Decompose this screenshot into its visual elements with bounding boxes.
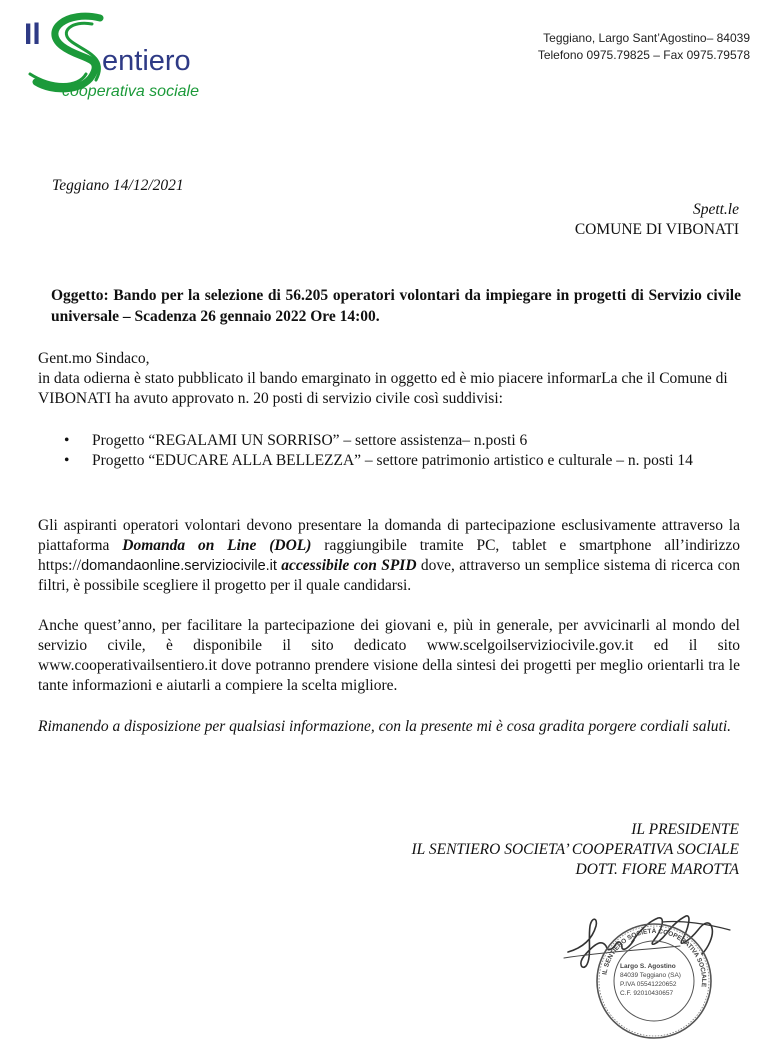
dol-paragraph (38, 516, 740, 596)
project-text: Progetto “EDUCARE ALLA BELLEZZA” – settore patrimonio artistico e culturale – n. posti 14 (92, 452, 693, 469)
project-text: Progetto “REGALAMI UN SORRISO” – settore assistenza– n.posti 6 (92, 432, 528, 449)
signatory-name: DOTT. FIORE MAROTTA (575, 861, 739, 878)
dol-spid-text: accessibile con SPID (281, 557, 417, 574)
recipient-name: COMUNE DI VIBONATI (574, 221, 739, 238)
bullet-icon: • (64, 452, 70, 469)
stamp-line: 84039 Teggiano (SA) (620, 972, 681, 979)
logo-il-text: Il (24, 18, 41, 51)
projects-list (38, 431, 740, 471)
letter-subject: Oggetto: Bando per la selezione di 56.205 operatori volontari da impiegare in progetti di Servizio civile universale – Scadenza 26 gennaio 2022 Ore 14:00. (51, 287, 741, 325)
header-contact (538, 30, 750, 64)
list-item (38, 431, 740, 451)
dol-text-3: dove, attraverso un semplice sistema di ricerca con filtri, è possibile scegliere il progetto per il quale candidarsi. (38, 557, 741, 594)
stamp-ring-text: IL SENTIERO SOCIETÀ COOPERATIVA SOCIALE (601, 927, 708, 988)
dol-text-2: raggiungibile tramite PC, tablet e smartphone all’indirizzo https:// (38, 537, 740, 574)
address-line: Teggiano, Largo Sant’Agostino– 84039 (543, 31, 750, 45)
stamp-line: Largo S. Agostino (620, 963, 676, 970)
stamp-line: C.F. 92010430657 (620, 990, 674, 997)
recipient-block (575, 200, 739, 240)
letter-date: Teggiano 14/12/2021 (52, 177, 184, 194)
dol-url-domain: domandaonline.serviziocivile.it (81, 558, 277, 574)
sites-paragraph: Anche quest’anno, per facilitare la partecipazione dei giovani e, più in generale, per avvicinarli al mondo del servizio civile, è disponibile il sito dedicato www.scelgoilserviziocivile.gov.it ed il sito www.cooperativailsentiero.it dove potranno prendere visione della sintesi dei progetti per meglio orientarli tra le tante informazioni e aiutarli a compiere la scelta migliore. (38, 617, 740, 694)
recipient-salutation: Spett.le (692, 201, 739, 218)
cooperative-logo (22, 8, 272, 103)
bullet-icon: • (64, 432, 70, 449)
logo-name-text: entiero (102, 45, 191, 77)
logo-graphic (22, 8, 272, 103)
logo-subtitle-text: cooperativa sociale (62, 83, 199, 100)
list-item (38, 451, 740, 471)
company-stamp (594, 921, 714, 1041)
phone-fax-line: Telefono 0975.79825 – Fax 0975.79578 (537, 48, 750, 62)
closing-paragraph: Rimanendo a disposizione per qualsiasi informazione, con la presente mi è cosa gradita porgere cordiali saluti. (38, 718, 732, 735)
dol-platform-name: Domanda on Line (DOL) (122, 537, 312, 554)
intro-paragraph: in data odierna è stato pubblicato il bando emarginato in oggetto ed è mio piacere informarLa che il Comune di VIBONATI ha avuto approvato n. 20 posti di servizio civile così suddivisi: (38, 370, 728, 407)
signatory-title: IL PRESIDENTE (631, 821, 739, 838)
greeting: Gent.mo Sindaco, (38, 350, 150, 367)
stamp-line: P.IVA 05541220652 (620, 981, 677, 988)
dol-text-1: Gli aspiranti operatori volontari devono presentare la domanda di partecipazione esclusivamente attraverso la piattaforma (38, 517, 740, 554)
signatory-organization: IL SENTIERO SOCIETA’ COOPERATIVA SOCIALE (411, 841, 739, 858)
signature-block (412, 820, 740, 880)
